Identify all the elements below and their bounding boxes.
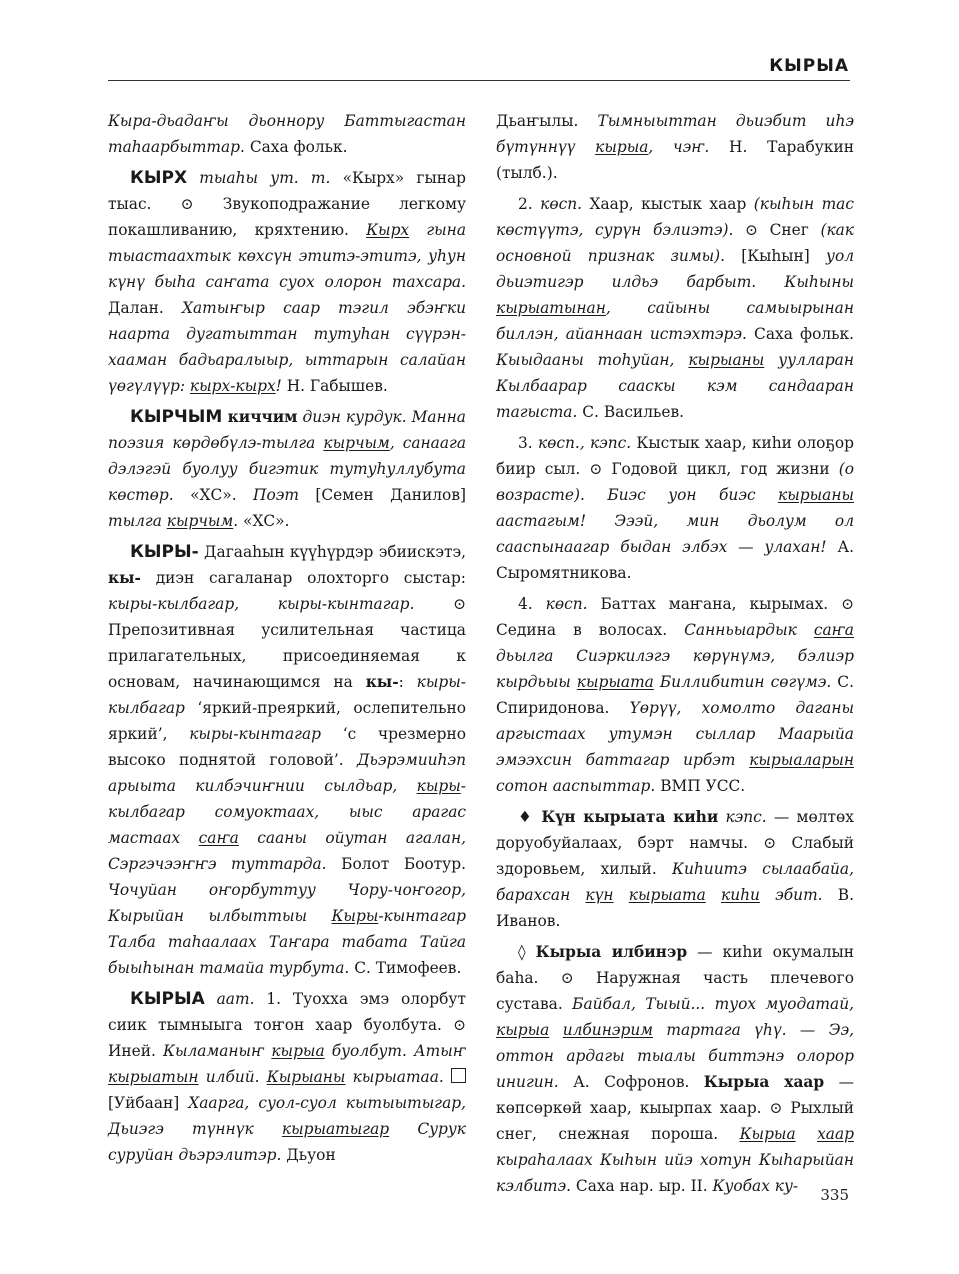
target-icon: ⊙ — [747, 834, 777, 852]
headword: КЫРЫ- — [130, 542, 199, 562]
headword: КЫРХ — [130, 168, 188, 188]
headword: КЫРЫА — [130, 989, 205, 1009]
target-icon: ⊙ — [828, 595, 854, 613]
entry-kyry: КЫРЫ- Дагааһын күүһүрдэр эбиискэтэ, кы- диэн сагаланар олохторго сыстар: кыры-кылбагар, кыры-кынтагар. ⊙ Препозитивная усилительная частица прилагательных, присоединяемая к основам, начинающимся на кы-: кыры-кылбагар ‘яркий-преяркий, ослепительно яркий’, кыры-кынтагар ‘с чрезмерно высоко поднятой головой’. Дьэрэмииһэп арыыта килбэчиҥнии сылдьар, кыры-кылбагар сомуоктаах, ыыс арагас мастаах саҥа сааны ойутан агалан, Сэргэчээҥҥэ туттарда. Болот Боотур. Чочуйан оҥорбуттуу Чору-чоҥогор, Кырыйан ылбыттыы Кыры-кынтагар Талба таһаалаах Таҥара табата Тайга быыһынан тамайа турбута. С. Тимофеев. — [108, 542, 467, 977]
entry-kyrya: КЫРЫА аат. 1. Туохха эмэ олорбут сиик тымныыга тоҥон хаар буолбута. ⊙ Иней. Кыламаныҥ кырыа буолбут. Атыҥ кырыатын илбий. Кырыаны кырыатаа. [Уйбаан] Хаарга, суол-суол кытыытыгар, Дьиэгэ түннүк кырыатыгар Сурук суруйан дьэрэлитэр. Дьуон — [108, 989, 466, 1164]
target-icon: ⊙ — [761, 1099, 783, 1117]
running-head: КЫРЫА — [769, 56, 849, 76]
headword: КЫРЧЫМ — [130, 407, 223, 427]
sense-4: 4. көсп. Баттах маҥана, кырымах. ⊙ Седина в волосах. Санньыардык саҥа дьылга Сиэркилэгэ көрүнүмэ, бэлиэр кырдьыы кырыата Биллибитин сөгүмэ. С. Спиридонова. Үөрүү, хомолто даганы аргыстаах утумэн сыллар Маарыйа эмээхсин баттагар ирбэт кырыаларын сотон ааспыттар. ВМП УСС. — [496, 595, 854, 795]
entry-continuation: Кыра-дьадаҥы дьоннору Баттыгастан таһаарбыттар. Саха фольк. — [108, 112, 466, 156]
diamond-icon: ♦ — [518, 808, 542, 826]
left-column — [108, 108, 466, 1168]
target-icon: ⊙ — [580, 460, 603, 478]
target-icon: ⊙ — [538, 969, 574, 987]
entry-continuation: Дьаҥылы. Тымныыттан дьиэбит иһэ бүтүннүү кырыа, чэҥ. Н. Тарабукин (тылб.). — [496, 112, 854, 182]
target-icon: ⊙ — [414, 595, 466, 613]
entry-kyrchym: КЫРЧЫМ киччим диэн курдук. Манна поэзия көрдөбүлэ-тылга кырчым, санаага дэлэгэй буолуу бигэтик тутуһуллубута көстөр. «ХС». Поэт [Семен Данилов] тылга кырчым. «ХС». — [108, 407, 466, 530]
entry-kyrkh: КЫРХ тыаһы ут. т. «Кырх» гынар тыас. ⊙ Звукоподражание легкому покашливанию, кряхтению. Кырх гына тыастаахтык көхсүн этитэ-этитэ, уһун күнү быһа саҥата суох олорон тахсара. Далан. Хатыҥыр саар тэгил эбэҥки наарта дугатыттан тутуһан сүүрэн-хааман бадьаралыыр, ыттарын салайан үөгүлүүр: кырх-кырх! Н. Габышев. — [108, 168, 467, 395]
phrase-kun-kyryata-kihi: ♦ Күн кырыата киһи кэпс. — мөлтөх доруобуйалаах, бэрт намчы. ⊙ Слабый здоровьем, хилый. Киһиитэ сылаабайа, барахсан күн кырыата киһи эбит. В. Иванов. — [496, 808, 855, 930]
target-icon: ⊙ — [733, 221, 758, 239]
page-number: 335 — [820, 1186, 849, 1204]
phrase-kyrya-ilbiner: ◊ Кырыа илбинэр — киһи окумалын баһа. ⊙ Наружная часть плечевого сустава. Байбал, Тыый... туох муодатай, кырыа илбинэрим тартага үһү. — Ээ, оттон ардагы тыалы биттэнэ олорор инигин. А. Софронов. Кырыа хаар — көпсөркөй хаар, кыырпах хаар. ⊙ Рыхлый снег, снежная пороша. Кырыа хаар кыраһалаах Кыһын ийэ хотун Кыһарыйан кэлбитэ. Саха нар. ыр. II. Куобах ку- — [496, 943, 854, 1195]
square-icon — [451, 1068, 466, 1083]
header-rule — [108, 80, 850, 81]
lozenge-icon: ◊ — [518, 943, 536, 961]
target-icon: ⊙ — [151, 195, 194, 213]
target-icon: ⊙ — [441, 1016, 466, 1034]
sense-2: 2. көсп. Хаар, кыстык хаар (кыһын тас көстүүтэ, сурүн бэлиэтэ). ⊙ Снег (как основной признак зимы). [Кыһын] уол дьиэтигэр илдьэ барбыт. Кыһыны кырыатынан, сайыны самыырынан биллэн, айаннаан истэхтэрэ. Саха фольк. Кыыдааны тоһуйан, кырыаны уулларан Кылбаарар сааскы кэм сандааран тагыста. С. Васильев. — [496, 195, 855, 421]
sense-3: 3. көсп., кэпс. Кыстык хаар, киһи олоҕор биир сыл. ⊙ Годовой цикл, год жизни (о возрасте). Биэс уон биэс кырыаны аастагым! Эээй, мин дьолум ол сааспынаагар быдан элбэх — улахан! А. Сыромятникова. — [496, 434, 855, 582]
right-column — [496, 108, 854, 1199]
